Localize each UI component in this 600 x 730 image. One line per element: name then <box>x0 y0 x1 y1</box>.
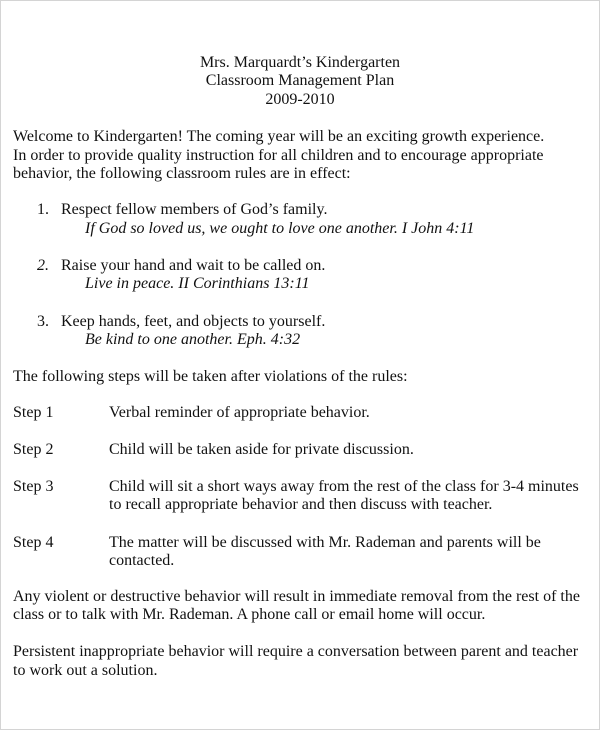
steps-intro: The following steps will be taken after violations of the rules: <box>13 368 408 385</box>
rule-number: 1. <box>37 201 49 218</box>
title-line-3: 2009-2010 <box>265 91 335 108</box>
title-line-1: Mrs. Marquardt’s Kindergarten <box>199 54 401 71</box>
title-line-2: Classroom Management Plan <box>205 72 395 89</box>
rule-verse: Be kind to one another. Eph. 4:32 <box>85 331 301 348</box>
persistent-behavior-text: to work out a solution. <box>13 662 158 679</box>
step-label: Step 4 <box>13 534 54 551</box>
step-text: Verbal reminder of appropriate behavior. <box>109 404 370 421</box>
step-text: Child will be taken aside for private discussion. <box>109 441 414 458</box>
intro-line: Welcome to Kindergarten! The coming year will be an exciting growth experience. <box>13 128 545 145</box>
persistent-behavior-text: Persistent inappropriate behavior will require a conversation between parent and teacher <box>13 643 579 660</box>
intro-line: In order to provide quality instruction for all children and to encourage appropriate <box>13 147 544 164</box>
step-text: to recall appropriate behavior and then discuss with teacher. <box>109 496 493 513</box>
violent-behavior-text: class or to talk with Mr. Rademan. A phone call or email home will occur. <box>13 606 486 623</box>
rule-text: Respect fellow members of God’s family. <box>61 201 328 218</box>
step-text: contacted. <box>109 552 175 569</box>
violent-behavior-text: Any violent or destructive behavior will result in immediate removal from the rest of the <box>13 588 580 605</box>
step-label: Step 1 <box>13 404 54 421</box>
step-label: Step 2 <box>13 441 54 458</box>
rule-text: Raise your hand and wait to be called on. <box>61 257 326 274</box>
rule-number: 3. <box>37 313 49 330</box>
rule-verse: Live in peace. II Corinthians 13:11 <box>85 275 310 292</box>
rule-verse: If God so loved us, we ought to love one another. I John 4:11 <box>85 220 475 237</box>
rule-number: 2. <box>37 257 49 274</box>
intro-line: behavior, the following classroom rules are in effect: <box>13 165 351 182</box>
step-text: The matter will be discussed with Mr. Rademan and parents will be <box>109 534 541 551</box>
step-label: Step 3 <box>13 478 54 495</box>
step-text: Child will sit a short ways away from the rest of the class for 3-4 minutes <box>109 478 579 495</box>
rule-text: Keep hands, feet, and objects to yourself. <box>61 313 326 330</box>
